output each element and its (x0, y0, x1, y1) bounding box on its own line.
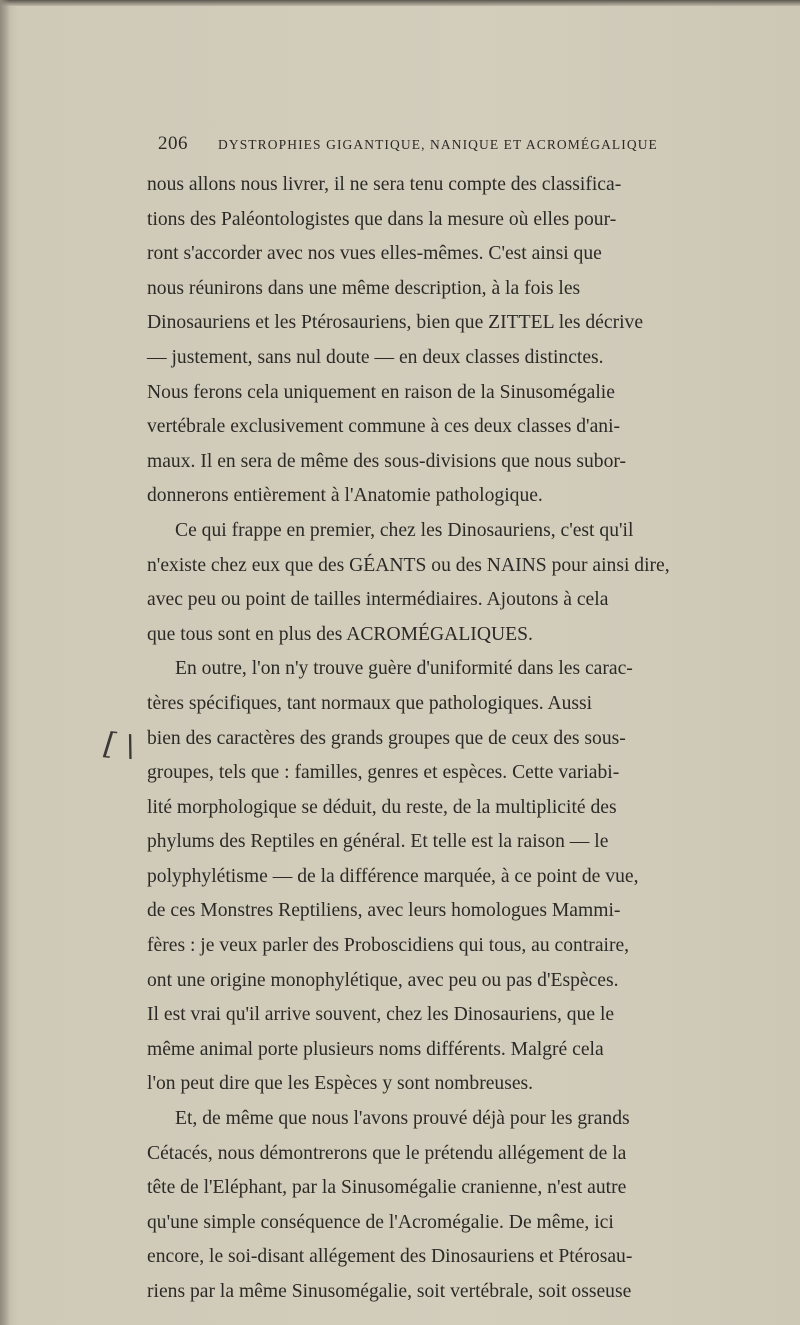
text-line: nous allons nous livrer, il ne sera tenu compte des classifica- (147, 174, 622, 195)
text-line: Cétacés, nous démontrerons que le prétendu allégement de la (147, 1142, 627, 1164)
text-line: vertébrale exclusivement commune à ces deux classes d'ani- (147, 416, 621, 438)
text-line: Nous ferons cela uniquement en raison de la Sinusomégalie (147, 381, 615, 403)
text-line: bien des caractères des grands groupes que de ceux des sous- (147, 727, 626, 749)
text-line: tères spécifiques, tant normaux que pathologiques. Aussi (147, 692, 593, 714)
text-line: l'on peut dire que les Espèces y sont nombreuses. (147, 1073, 534, 1095)
text-line: que tous sont en plus des ACROMÉGALIQUES. (147, 623, 533, 645)
body-text (147, 168, 740, 1310)
handwritten-margin-note: [ \ (102, 726, 138, 765)
text-line: de ces Monstres Reptiliens, avec leurs homologues Mammi- (147, 900, 621, 922)
text-line: ront s'accorder avec nos vues elles-mêmes. C'est ainsi que (147, 243, 602, 265)
text-line: même animal porte plusieurs noms différents. Malgré cela (147, 1038, 604, 1060)
text-line: Dinosauriens et les Ptérosauriens, bien que ZITTEL les décrive (147, 312, 644, 334)
text-line: tions des Paléontologistes que dans la mesure où elles pour- (147, 208, 617, 230)
text-line: tête de l'Eléphant, par la Sinusomégalie cranienne, n'est autre (147, 1177, 627, 1199)
text-line: Et, de même que nous l'avons prouvé déjà pour les grands (175, 1108, 630, 1130)
text-line: nous réunirons dans une même description, à la fois les (147, 277, 581, 299)
running-title: DYSTROPHIES GIGANTIQUE, NANIQUE ET ACROMÉGALIQUE (218, 137, 658, 152)
text-line: fères : je veux parler des Proboscidiens qui tous, au contraire, (147, 935, 630, 957)
text-line: encore, le soi-disant allégement des Dinosauriens et Ptérosau- (147, 1246, 633, 1268)
text-line: — justement, sans nul doute — en deux classes distinctes. (147, 346, 604, 368)
page-header (158, 133, 738, 161)
text-line: lité morphologique se déduit, du reste, de la multiplicité des (147, 796, 617, 818)
text-line: n'existe chez eux que des GÉANTS ou des NAINS pour ainsi dire, (147, 554, 670, 576)
binding-shadow (0, 0, 10, 1325)
text-line: ont une origine monophylétique, avec peu ou pas d'Espèces. (147, 969, 619, 991)
text-line: groupes, tels que : familles, genres et espèces. Cette variabi- (147, 762, 620, 784)
text-line: avec peu ou point de tailles intermédiaires. Ajoutons à cela (147, 589, 609, 611)
text-line: qu'une simple conséquence de l'Acromégalie. De même, ici (147, 1211, 614, 1233)
text-line: En outre, l'on n'y trouve guère d'uniformité dans les carac- (175, 658, 633, 680)
text-line: donnerons entièrement à l'Anatomie pathologique. (147, 485, 543, 507)
page-top-edge (0, 0, 800, 6)
text-line: polyphylétisme — de la différence marquée, à ce point de vue, (147, 865, 639, 887)
text-line: Ce qui frappe en premier, chez les Dinosauriens, c'est qu'il (175, 519, 634, 541)
text-line: riens par la même Sinusomégalie, soit vertébrale, soit osseuse (147, 1281, 632, 1302)
text-line: maux. Il en sera de même des sous-divisions que nous subor- (147, 450, 627, 472)
text-line: phylums des Reptiles en général. Et telle est la raison — le (147, 831, 609, 853)
page-number: 206 (158, 133, 188, 154)
text-line: Il est vrai qu'il arrive souvent, chez les Dinosauriens, que le (147, 1004, 615, 1026)
